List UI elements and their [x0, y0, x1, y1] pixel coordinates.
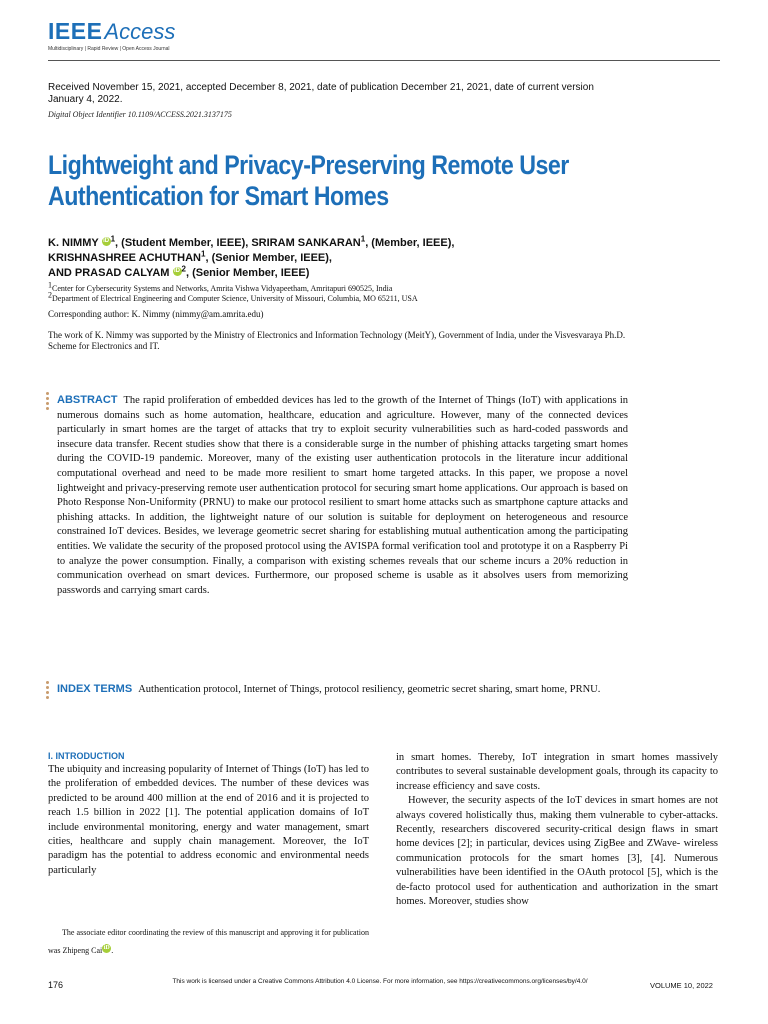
logo-ieee: IEEE: [48, 18, 103, 44]
orcid-icon[interactable]: iD: [174, 268, 180, 274]
received-dates: Received November 15, 2021, accepted December 8, 2021, date of publication December 21, 2021, date of current version January 4, 2022.: [48, 82, 594, 105]
index-terms-text: Authentication protocol, Internet of Things, protocol resiliency, geometric secret sharing, smart home, PRNU.: [138, 684, 601, 695]
author-role: , (Student Member, IEEE),: [115, 237, 252, 249]
body-column-right: [396, 751, 718, 909]
header-divider: [48, 60, 720, 61]
author-name: AND PRASAD CALYAM: [48, 267, 170, 279]
author-affil-mark: 1: [110, 234, 116, 244]
author-name: SRIRAM SANKARAN: [251, 237, 361, 249]
body-paragraph: The ubiquity and increasing popularity of Internet of Things (IoT) has led to the proliferation of embedded devices. The number of these devices was predicted to be around 400 million at the end of 2016 and it is projected to reach 1.5 billion in 2022 [1]. The potential application domains of IoT include environmental monitoring, energy and water management, smart cities, healthcare and supply chain management. Moreover, the IoT paradigm has the potential to address economic and environmental needs particularly: [48, 764, 369, 876]
orcid-icon[interactable]: iD: [103, 238, 110, 244]
abstract: [57, 393, 628, 598]
author-name: K. NIMMY: [48, 237, 99, 249]
editor-footnote: The associate editor coordinating the review of this manuscript and approving it for publication was Zhipeng Cai iD .: [48, 928, 369, 955]
index-terms-label: INDEX TERMS: [57, 683, 133, 695]
affiliation-item: $^2$Department of Electrical Engineering and Computer Science, University of Missouri, Columbia, MO 65211, USA: [48, 290, 418, 303]
paper-title: Lightweight and Privacy-Preserving Remote User Authentication for Smart Homes: [48, 150, 569, 211]
body-column-left: [48, 751, 369, 878]
funding-note: The work of K. Nimmy was supported by the Ministry of Electronics and Information Technology (MeitY), Government of India, under the Visvesvaraya Ph.D. Scheme for Electronics and IT.: [48, 330, 626, 351]
logo-access: Access: [104, 19, 176, 44]
orcid-icon[interactable]: iD: [103, 945, 110, 951]
page-number: 176: [48, 980, 64, 990]
abstract-text: The rapid proliferation of embedded devices has led to the growth of the Internet of Things (IoT) with applications in numerous domains such as home automation, healthcare, education and agriculture. However, many of the connected devices particularly in smart homes are the target of attacks that try to exploit security vulnerabilities such as hard-coded passwords and insecure data transfer. Recent studies show that there is a considerable surge in the number of phishing attacks targeting smart homes during the COVID-19 pandemic. Moreover, many of the existing user authentication protocols in the literature incur additional computational overhead and need to be made more resilient to smart home targeted attacks. In this paper, we propose a novel lightweight and privacy-preserving remote user authentication protocol for securing smart home applications. Our approach is based on Photo Response Non-Uniformity (PRNU) to make our protocol resilient to smart home attacks such as smartphone capture attacks and phishing attacks. In addition, the lightweight nature of our solution is suitable for deployment on heterogeneous and resource constrained IoT devices. Besides, we leverage geometric secret sharing for establishing mutual authentication among the participating entities. We validate the security of the proposed protocol using the AVISPA formal verification tool and prototype it on a Raspberry Pi to analyze the power consumption. Finally, a comparison with existing schemes reveals that our scheme incurs a 20% reduction in communication overhead on smart devices. Furthermore, our proposed scheme is usable as it absolves users from memorizing passwords and carrying smart cards.: [57, 395, 628, 596]
author-role: , (Member, IEEE),: [365, 237, 455, 249]
author-role: , (Senior Member, IEEE): [185, 267, 310, 279]
footnote-text: The associate editor coordinating the review of this manuscript and approving it for publication was Zhipeng Cai: [48, 928, 369, 955]
volume-label: VOLUME 10, 2022: [650, 981, 713, 990]
affiliations: [48, 280, 668, 304]
abstract-marker-icon: [46, 392, 50, 412]
journal-tagline: Multidisciplinary | Rapid Review | Open Access Journal: [48, 46, 170, 52]
license-notice[interactable]: This work is licensed under a Creative Commons Attribution 4.0 License. For more information, see https://creativecommons.org/licenses/by/4.0/: [172, 978, 588, 985]
index-terms: [57, 682, 628, 698]
author-affil-mark: 2: [181, 264, 186, 274]
abstract-label: ABSTRACT: [57, 394, 118, 406]
journal-logo: [48, 18, 175, 45]
body-paragraph: in smart homes. Thereby, IoT integration in smart homes massively contributes to several sustainable development goals, through its capacity to increase efficiency and save costs.: [396, 752, 718, 792]
author-list: [48, 236, 688, 281]
body-paragraph: However, the security aspects of the IoT devices in smart homes are not always covered holistically thus, making them vulnerable to cyber-attacks. Recently, researchers discovered security-critical design flaws in smart home devices [2]; in particular, devices using ZigBee and ZWave- wireless communication protocols for the smart homes [3], [4]. Numerous vulnerabilities have been identified in the OAuth protocol [5], which is the de-facto protocol used for authentication and authorization in the smart homes. Moreover, studies show: [396, 795, 718, 908]
author-affil-mark: 1: [360, 234, 366, 244]
author-role: , (Senior Member, IEEE),: [205, 252, 332, 264]
section-heading: I. INTRODUCTION: [48, 751, 125, 761]
index-marker-icon: [46, 681, 50, 701]
corresponding-author: Corresponding author: K. Nimmy (nimmy@am.amrita.edu): [48, 309, 264, 319]
author-name: KRISHNASHREE ACHUTHAN: [48, 252, 201, 264]
author-affil-mark: 1: [201, 249, 206, 259]
affiliation-item: $^1$Center for Cybersecurity Systems and Networks, Amrita Vishwa Vidyapeetham, Amritapuri 690525, India: [48, 280, 393, 293]
doi-identifier: Digital Object Identifier 10.1109/ACCESS.2021.3137175: [48, 110, 232, 119]
